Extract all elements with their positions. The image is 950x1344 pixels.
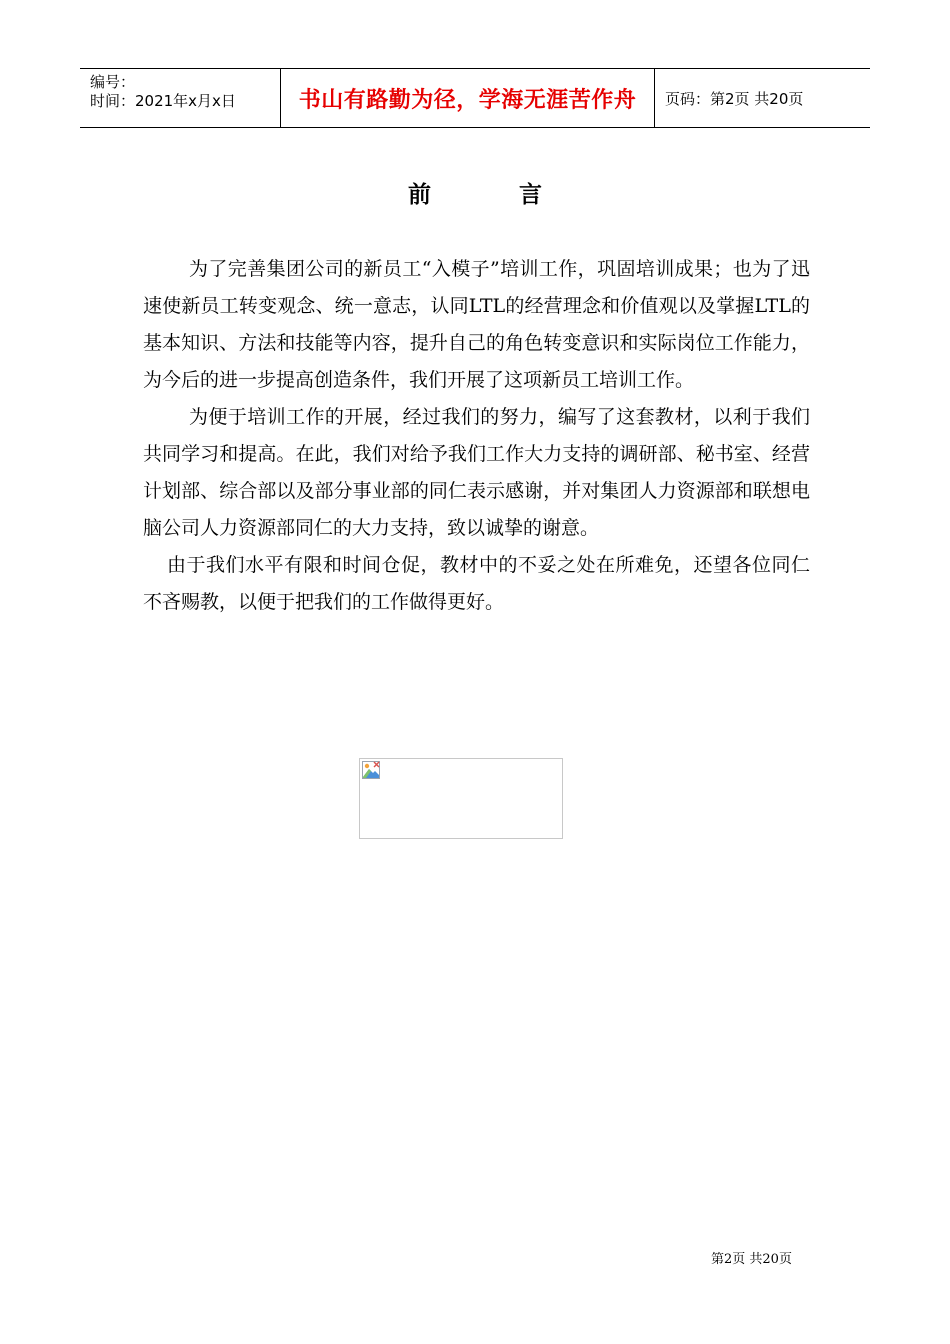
document-date-label: 时间：2021年x月x日 [90, 92, 236, 110]
page-footer: 第2页 共20页 [711, 1252, 792, 1267]
broken-image-icon [362, 761, 380, 779]
preface-body [143, 251, 810, 621]
paragraph-2: 为便于培训工作的开展，经过我们的努力，编写了这套教材，以利于我们共同学习和提高。在此，我们对给予我们工作大力支持的调研部、秘书室、经营计划部、综合部以及部分事业部的同仁表示感谢，并对集团人力资源部和联想电脑公司人力资源部同仁的大力支持，致以诚挚的谢意。 [143, 406, 810, 539]
header-motto: 书山有路勤为径，学海无涯苦作舟 [281, 69, 655, 127]
header-page-number: 页码：第2页 共20页 [665, 89, 804, 108]
paragraph-3: 由于我们水平有限和时间仓促，教材中的不妥之处在所难免，还望各位同仁不吝赐教，以便于把我们的工作做得更好。 [143, 554, 810, 613]
page-header [80, 68, 870, 128]
header-info-cell [80, 69, 281, 127]
image-placeholder [359, 758, 563, 839]
page-title: 前 言 [407, 182, 582, 208]
paragraph-1: 为了完善集团公司的新员工“入模子”培训工作，巩固培训成果；也为了迅速使新员工转变观念、统一意志，认同LTL的经营理念和价值观以及掌握LTL的基本知识、方法和技能等内容，提升自己的角色转变意识和实际岗位工作能力，为今后的进一步提高创造条件，我们开展了这项新员工培训工作。 [143, 258, 810, 391]
document-number-label: 编号： [90, 73, 136, 91]
